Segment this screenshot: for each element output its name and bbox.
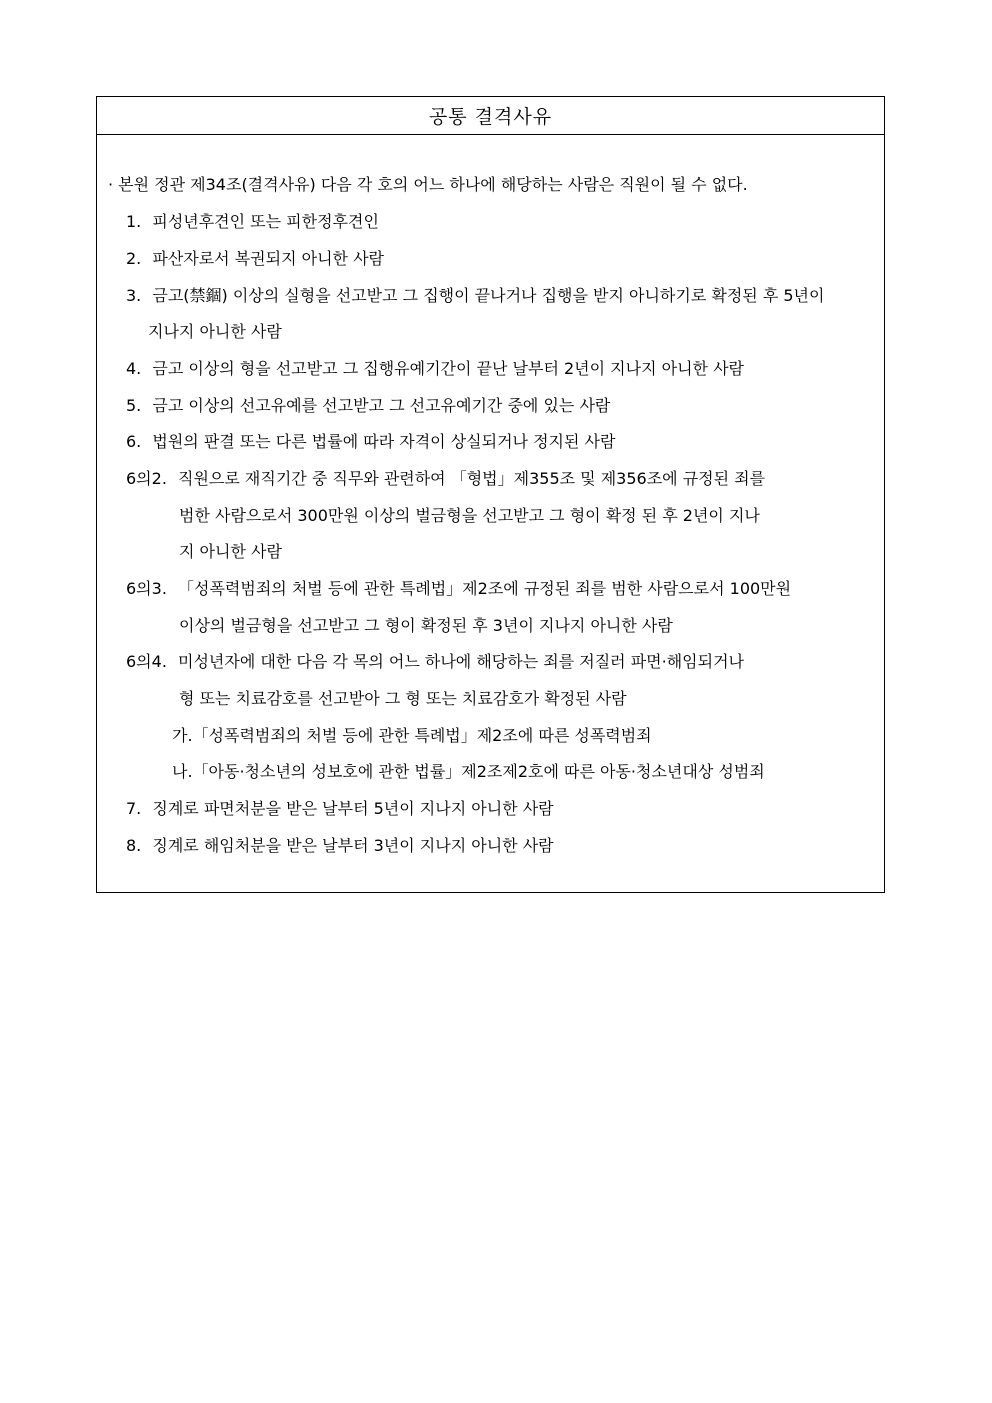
- sub-item-ga: 가.「성폭력범죄의 처벌 등에 관한 특례법」제2조에 따른 성폭력범죄: [172, 726, 652, 745]
- item-text: 금고 이상의 형을 선고받고 그 집행유예기간이 끝난 날부터 2년이 지나지 아니한 사람: [152, 359, 744, 378]
- list-item-5: [126, 396, 610, 416]
- item-number: 2.: [126, 249, 142, 268]
- list-item-6: [126, 432, 615, 452]
- item-number: 3.: [126, 286, 142, 305]
- item-text: 법원의 판결 또는 다른 법률에 따라 자격이 상실되거나 정지된 사람: [152, 432, 616, 451]
- item-number: 4.: [126, 359, 142, 378]
- list-item-3-cont: 지나지 아니한 사람: [148, 322, 282, 341]
- item-number: 8.: [126, 836, 142, 855]
- item-number: 6의2.: [126, 469, 167, 488]
- item-number: 7.: [126, 799, 142, 818]
- item-text: 징계로 파면처분을 받은 날부터 5년이 지나지 아니한 사람: [152, 799, 554, 818]
- item-number: 1.: [126, 212, 142, 231]
- list-item-6-4: [126, 652, 744, 672]
- list-item-6-3: [126, 579, 791, 599]
- intro-text: · 본원 정관 제34조(결격사유) 다음 각 호의 어느 하나에 해당하는 사람은 직원이 될 수 없다.: [108, 175, 748, 194]
- list-item-6-4-cont: 형 또는 치료감호를 선고받아 그 형 또는 치료감호가 확정된 사람: [179, 689, 627, 708]
- item-text: 「성폭력범죄의 처벌 등에 관한 특례법」제2조에 규정된 죄를 범한 사람으로서 100만원: [178, 579, 792, 598]
- item-number: 5.: [126, 396, 142, 415]
- list-item-1: [126, 212, 379, 232]
- item-text: 직원으로 재직기간 중 직무와 관련하여 「형법」제355조 및 제356조에 규정된 죄를: [178, 469, 766, 488]
- item-number: 6의4.: [126, 652, 167, 671]
- item-text: 금고(禁錮) 이상의 실형을 선고받고 그 집행이 끝나거나 집행을 받지 아니하기로 확정된 후 5년이: [152, 286, 825, 305]
- item-number: 6의3.: [126, 579, 167, 598]
- item-text: 미성년자에 대한 다음 각 목의 어느 하나에 해당하는 죄를 저질러 파면·해임되거나: [178, 652, 744, 671]
- list-item-6-3-cont: 이상의 벌금형을 선고받고 그 형이 확정된 후 3년이 지나지 아니한 사람: [179, 616, 673, 635]
- list-item-6-2: [126, 469, 765, 489]
- item-number: 6.: [126, 432, 142, 451]
- box-title: 공통 결격사유: [97, 97, 884, 135]
- list-item-8: [126, 836, 554, 856]
- list-item-3: [126, 286, 824, 306]
- item-text: 금고 이상의 선고유예를 선고받고 그 선고유예기간 중에 있는 사람: [152, 396, 611, 415]
- item-text: 파산자로서 복권되지 아니한 사람: [152, 249, 385, 268]
- list-item-2: [126, 249, 384, 269]
- list-item-7: [126, 799, 554, 819]
- list-item-4: [126, 359, 744, 379]
- list-item-6-2-cont-1: 범한 사람으로서 300만원 이상의 벌금형을 선고받고 그 형이 확정 된 후 2년이 지나: [179, 506, 760, 525]
- sub-item-na: 나.「아동·청소년의 성보호에 관한 법률」제2조제2호에 따른 아동·청소년대상 성범죄: [172, 762, 765, 781]
- list-item-6-2-cont-2: 지 아니한 사람: [179, 542, 282, 561]
- item-text: 징계로 해임처분을 받은 날부터 3년이 지나지 아니한 사람: [152, 836, 554, 855]
- item-text: 피성년후견인 또는 피한정후견인: [152, 212, 379, 231]
